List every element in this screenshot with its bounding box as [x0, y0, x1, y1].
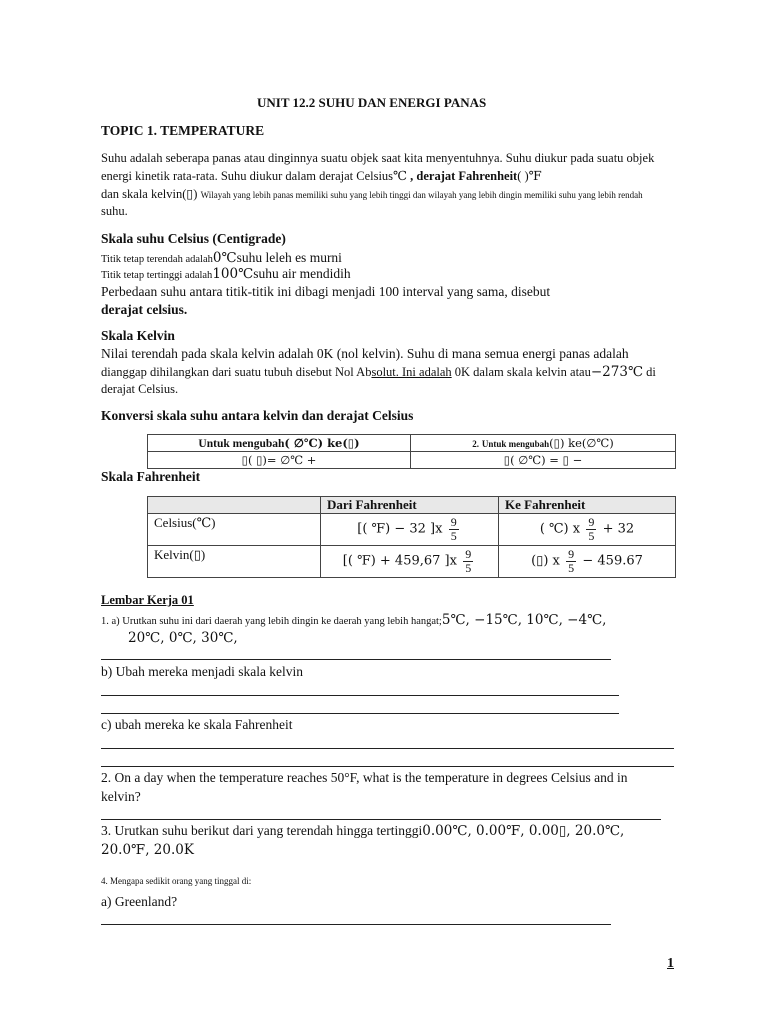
celsius-heading: Skala suhu Celsius (Centigrade) [101, 231, 286, 246]
kelvin-line-1: Nilai terendah pada skala kelvin adalah 0K (nol kelvin). Suhu di mana semua energi panas adalah [101, 346, 629, 361]
fahrenheit-table [147, 496, 676, 578]
conversion-math-1: ( ∅℃) ke(▯) [284, 436, 360, 450]
question-1a [101, 612, 606, 628]
celsius-difference: Perbedaan suhu antara titik-titik ini dibagi menjadi 100 interval yang sama, disebut [101, 284, 551, 299]
low-point-value: 0℃ [212, 250, 237, 266]
conversion-formula-2: ▯( ∅℃) = ▯ − [411, 452, 676, 469]
fraction-denominator: 5 [450, 529, 457, 543]
fraction-numerator: 9 [588, 515, 595, 529]
kelvin-line-3: derajat Celsius. [101, 382, 179, 396]
intro-fahrenheit-label: , derajat Fahrenheit [407, 169, 518, 183]
fraction-denominator: 5 [588, 529, 595, 543]
fraction-numerator: 9 [465, 547, 472, 561]
fahrenheit-row-kelvin-name: Kelvin(▯) [148, 546, 321, 578]
celsius-to-formula: ( ℃) x [539, 521, 581, 537]
intro-line-2 [101, 168, 542, 184]
fraction-denominator: 5 [568, 561, 575, 575]
question-3-text: 3. Urutkan suhu berikut dari yang terendah hingga tertinggi [101, 823, 423, 838]
question-1a-text: 1. a) Urutkan suhu ini dari daerah yang lebih dingin ke daerah yang lebih hangat; [101, 616, 442, 627]
fahrenheit-celsius-from [321, 514, 499, 546]
intro-kelvin-text: dan skala kelvin( [101, 187, 187, 201]
celsius-low-point [101, 250, 342, 266]
kelvin-scale-text: 0K dalam skala kelvin atau [451, 365, 591, 379]
conversion-formula-1: ▯( ▯)= ∅℃ + [148, 452, 411, 469]
question-3 [101, 823, 624, 839]
conversion-label-2: Untuk mengubah [481, 439, 550, 449]
kelvin-from-fraction [463, 548, 473, 575]
page-number: 1 [667, 956, 674, 971]
fahrenheit-header-empty [148, 497, 321, 514]
document-title: UNIT 12.2 SUHU DAN ENERGI PANAS [257, 95, 487, 110]
kelvin-to-formula: (▯) x [531, 553, 560, 569]
celsius-to-offset: + 32 [602, 521, 635, 537]
question-1c: c) ubah mereka ke skala Fahrenheit [101, 717, 293, 732]
conversion-label-1: Untuk mengubah [198, 438, 285, 450]
question-1a-values-2: 20℃, 0℃, 30℃, [128, 630, 238, 646]
question-1b: b) Ubah mereka menjadi skala kelvin [101, 664, 304, 679]
intro-line-3 [101, 186, 643, 202]
fahrenheit-kelvin-from [321, 546, 499, 578]
fahrenheit-header-row [148, 497, 676, 514]
konversi-heading: Konversi skala suhu antara kelvin dan derajat Celsius [101, 408, 414, 423]
answer-line [101, 659, 611, 660]
question-2-cont: kelvin? [101, 789, 141, 804]
fahrenheit-heading: Skala Fahrenheit [101, 469, 201, 484]
question-3-values: 0.00℃, 0.00℉, 0.00▯, 20.0℃, [422, 823, 625, 839]
answer-line [101, 924, 611, 925]
celsius-high-point [101, 266, 351, 282]
kelvin-heading: Skala Kelvin [101, 328, 175, 343]
kelvin-underlined-text: solut. Ini adalah [371, 365, 452, 379]
answer-line [101, 695, 619, 696]
question-1a-values: 5℃, −15℃, 10℃, −4℃, [441, 612, 607, 628]
question-4a: a) Greenland? [101, 894, 178, 909]
conversion-table [147, 434, 676, 469]
intro-kelvin-close: ) [193, 187, 198, 201]
fahrenheit-col-from: Dari Fahrenheit [321, 497, 499, 514]
intro-region-note: Wilayah yang lebih panas memiliki suhu yang lebih tinggi dan wilayah yang lebih dingin memiliki suhu yang lebih rendah [200, 190, 643, 200]
kelvin-di-text: di [643, 365, 656, 379]
question-3-values-2: 20.0℉, 20.0K [101, 842, 194, 858]
intro-line-1: Suhu adalah seberapa panas atau dinginnya suatu objek saat kita menyentuhnya. Suhu diukur pada suatu objek [101, 151, 655, 165]
fahrenheit-row-celsius [148, 514, 676, 546]
high-point-label: Titik tetap tertinggi adalah [101, 270, 213, 281]
question-2: 2. On a day when the temperature reaches 50°F, what is the temperature in degrees Celsius and in [101, 770, 628, 785]
high-point-value: 100℃ [212, 266, 254, 282]
kelvin-to-fraction [566, 548, 576, 575]
kelvin-to-offset: − 459.67 [582, 553, 643, 569]
conversion-header-2 [411, 435, 676, 452]
fraction-denominator: 5 [465, 561, 472, 575]
fraction-numerator: 9 [450, 515, 457, 529]
kelvin-line-2 [101, 364, 656, 380]
celsius-from-fraction [449, 516, 459, 543]
conversion-number-2: 2. [472, 439, 479, 449]
celsius-to-fraction [586, 516, 596, 543]
low-point-text: suhu leleh es murni [236, 250, 342, 265]
intro-line-4: suhu. [101, 204, 128, 218]
fahrenheit-celsius-to [499, 514, 676, 546]
kelvin-symbol: ▯ [186, 186, 194, 201]
low-point-label: Titik tetap terendah adalah [101, 254, 213, 265]
worksheet-heading: Lembar Kerja 01 [101, 593, 194, 607]
question-4: 4. Mengapa sedikit orang yang tinggal di: [101, 876, 252, 886]
fahrenheit-kelvin-to [499, 546, 676, 578]
answer-line [101, 748, 674, 749]
conversion-formula-row [148, 452, 676, 469]
kelvin-absolute-text: dianggap dihilangkan dari suatu tubuh disebut Nol Ab [101, 365, 372, 379]
celsius-from-formula: [( ℉) − 32 ]x [357, 521, 443, 537]
fahrenheit-row-celsius-name: Celsius(℃) [148, 514, 321, 546]
topic-heading: TOPIC 1. TEMPERATURE [101, 123, 265, 138]
conversion-math-2: (▯) ke(∅℃) [549, 436, 614, 450]
fahrenheit-col-to: Ke Fahrenheit [499, 497, 676, 514]
answer-line [101, 713, 619, 714]
fahrenheit-row-kelvin [148, 546, 676, 578]
answer-line [101, 766, 674, 767]
conversion-header-1 [148, 435, 411, 452]
conversion-header-row [148, 435, 676, 452]
celsius-degree-label: derajat celsius. [101, 302, 188, 317]
absolute-zero-value: −273℃ [590, 364, 644, 380]
answer-line [101, 819, 661, 820]
intro-line-2-text: energi kinetik rata-rata. Suhu diukur dalam derajat Celsius℃ [101, 169, 408, 183]
kelvin-from-formula: [( ℉) + 459,67 ]x [342, 553, 457, 569]
fraction-numerator: 9 [568, 547, 575, 561]
high-point-text: suhu air mendidih [253, 266, 351, 281]
intro-fahrenheit-symbol: ( )℉ [517, 169, 542, 183]
